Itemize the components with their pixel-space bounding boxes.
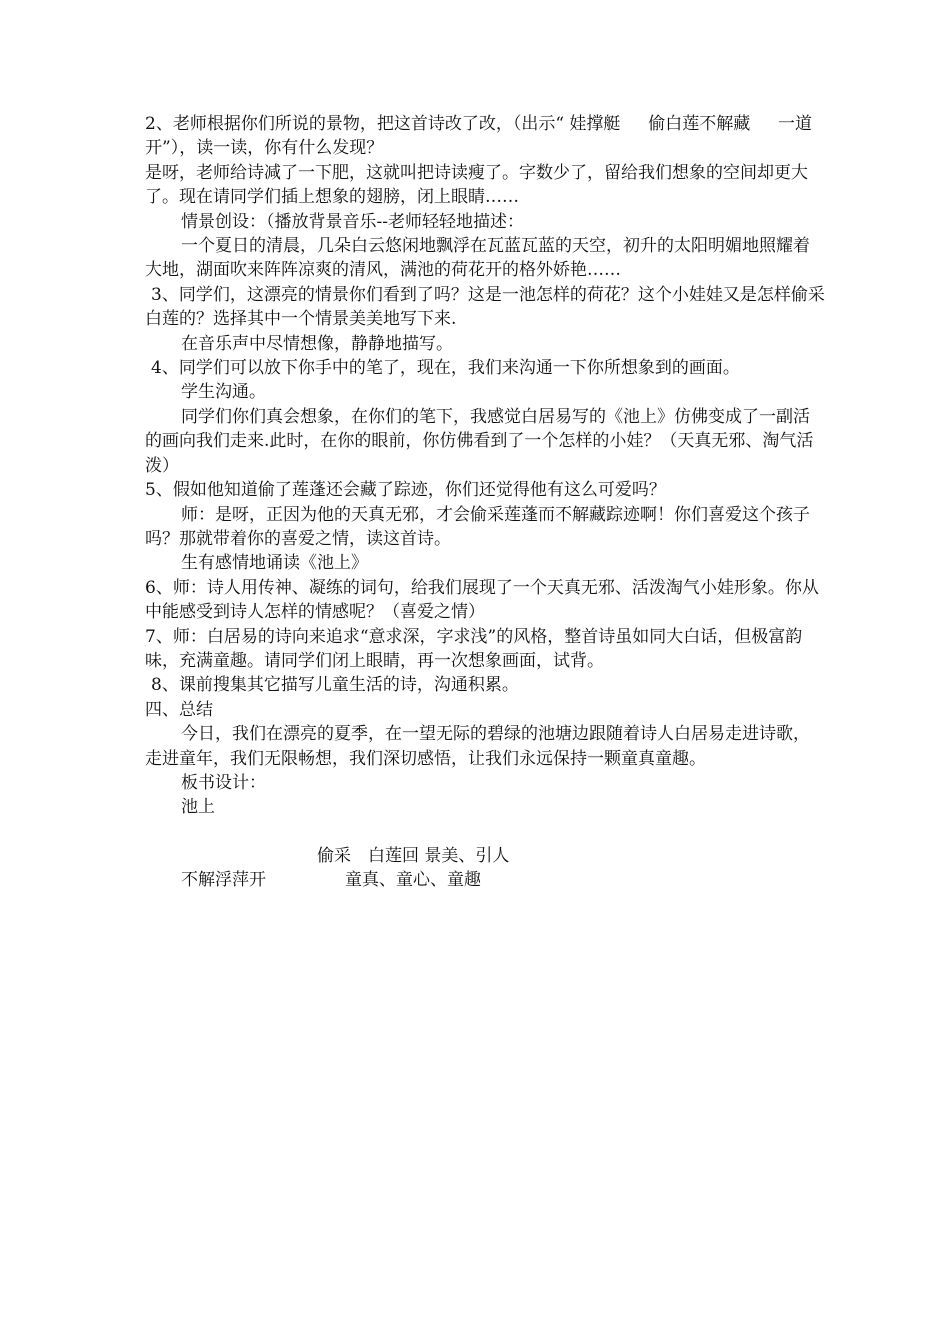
- board-line-2-right: 童真、童心、童趣: [345, 869, 481, 890]
- paragraph-recital: 生有感情地诵读《池上》: [181, 553, 368, 574]
- paragraph-step-7: 7、师：白居易的诗向来追求“意求深，字求浅”的风格，整首诗虽如同大白话，但极富韵味，充满童趣。请同学们闭上眼睛，再一次想象画面，试背。: [145, 626, 803, 671]
- paragraph-step-8: 8、课前搜集其它描写儿童生活的诗，沟通积累。: [151, 675, 519, 696]
- board-line-1: 偷采 白莲回 景美、引人: [317, 845, 510, 866]
- paragraph-board-design-label: 板书设计：: [181, 772, 266, 793]
- paragraph-step-5: 5、假如他知道偷了莲蓬还会藏了踪迹，你们还觉得他有这么可爱吗？: [145, 480, 666, 501]
- paragraph-step-6: 6、师：诗人用传神、凝练的词句，给我们展现了一个天真无邪、活泼淘气小娃形象。你从中能感受到诗人怎样的情感呢？（喜爱之情）: [145, 577, 819, 623]
- paragraph-step-4: 4、同学们可以放下你手中的笔了，现在，我们来沟通一下你所想象到的画面。: [151, 358, 740, 379]
- paragraph-student-share: 学生沟通。: [181, 382, 266, 403]
- paragraph-scene-setup: 情景创设：（播放背景音乐--老师轻轻地描述：: [181, 211, 524, 232]
- paragraph-step-2: 2、老师根据你们所说的景物，把这首诗改了改，（出示“ 娃撑艇 偷白莲不解藏 一道开”），读一读，你有什么发现？: [145, 114, 813, 159]
- paragraph-teacher-reply: 师：是呀，正因为他的天真无邪，才会偷采莲蓬而不解藏踪迹啊！你们喜爱这个孩子吗？那就带着你的喜爱之情，读这首诗。: [145, 504, 810, 549]
- paragraph-scene-description: 一个夏日的清晨，几朵白云悠闲地飘浮在瓦蓝瓦蓝的天空，初升的太阳明媚地照耀着大地，湖面吹来阵阵凉爽的清风，满池的荷花开的格外娇艳……: [145, 236, 810, 281]
- paragraph-teacher-praise: 同学们你们真会想象，在你们的笔下，我感觉白居易写的《池上》仿佛变成了一副活的画向我们走来.此时，在你的眼前，你仿佛看到了一个怎样的小娃？（天真无邪、淘气活泼）: [145, 406, 814, 476]
- paragraph-step-3: 3、同学们，这漂亮的情景你们看到了吗？这是一池怎样的荷花？这个小娃娃又是怎样偷采白莲的？选择其中一个情景美美地写下来.: [145, 284, 825, 330]
- board-design: [145, 820, 825, 920]
- section-heading-summary: 四、总结: [145, 699, 213, 720]
- paragraph-poem-slim: 是呀，老师给诗减了一下肥，这就叫把诗读瘦了。字数少了，留给我们想象的空间却更大了。现在请同学们插上想象的翅膀，闭上眼睛……: [145, 162, 808, 208]
- board-line-2-left: 不解浮萍开: [181, 869, 266, 890]
- document-body: [145, 112, 825, 920]
- paragraph-board-title: 池上: [181, 797, 215, 818]
- paragraph-summary: 今日，我们在漂亮的夏季，在一望无际的碧绿的池塘边跟随着诗人白居易走进诗歌，走进童年，我们无限畅想，我们深切感悟，让我们永远保持一颗童真童趣。: [145, 724, 810, 769]
- paragraph-writing: 在音乐声中尽情想像，静静地描写。: [181, 333, 453, 354]
